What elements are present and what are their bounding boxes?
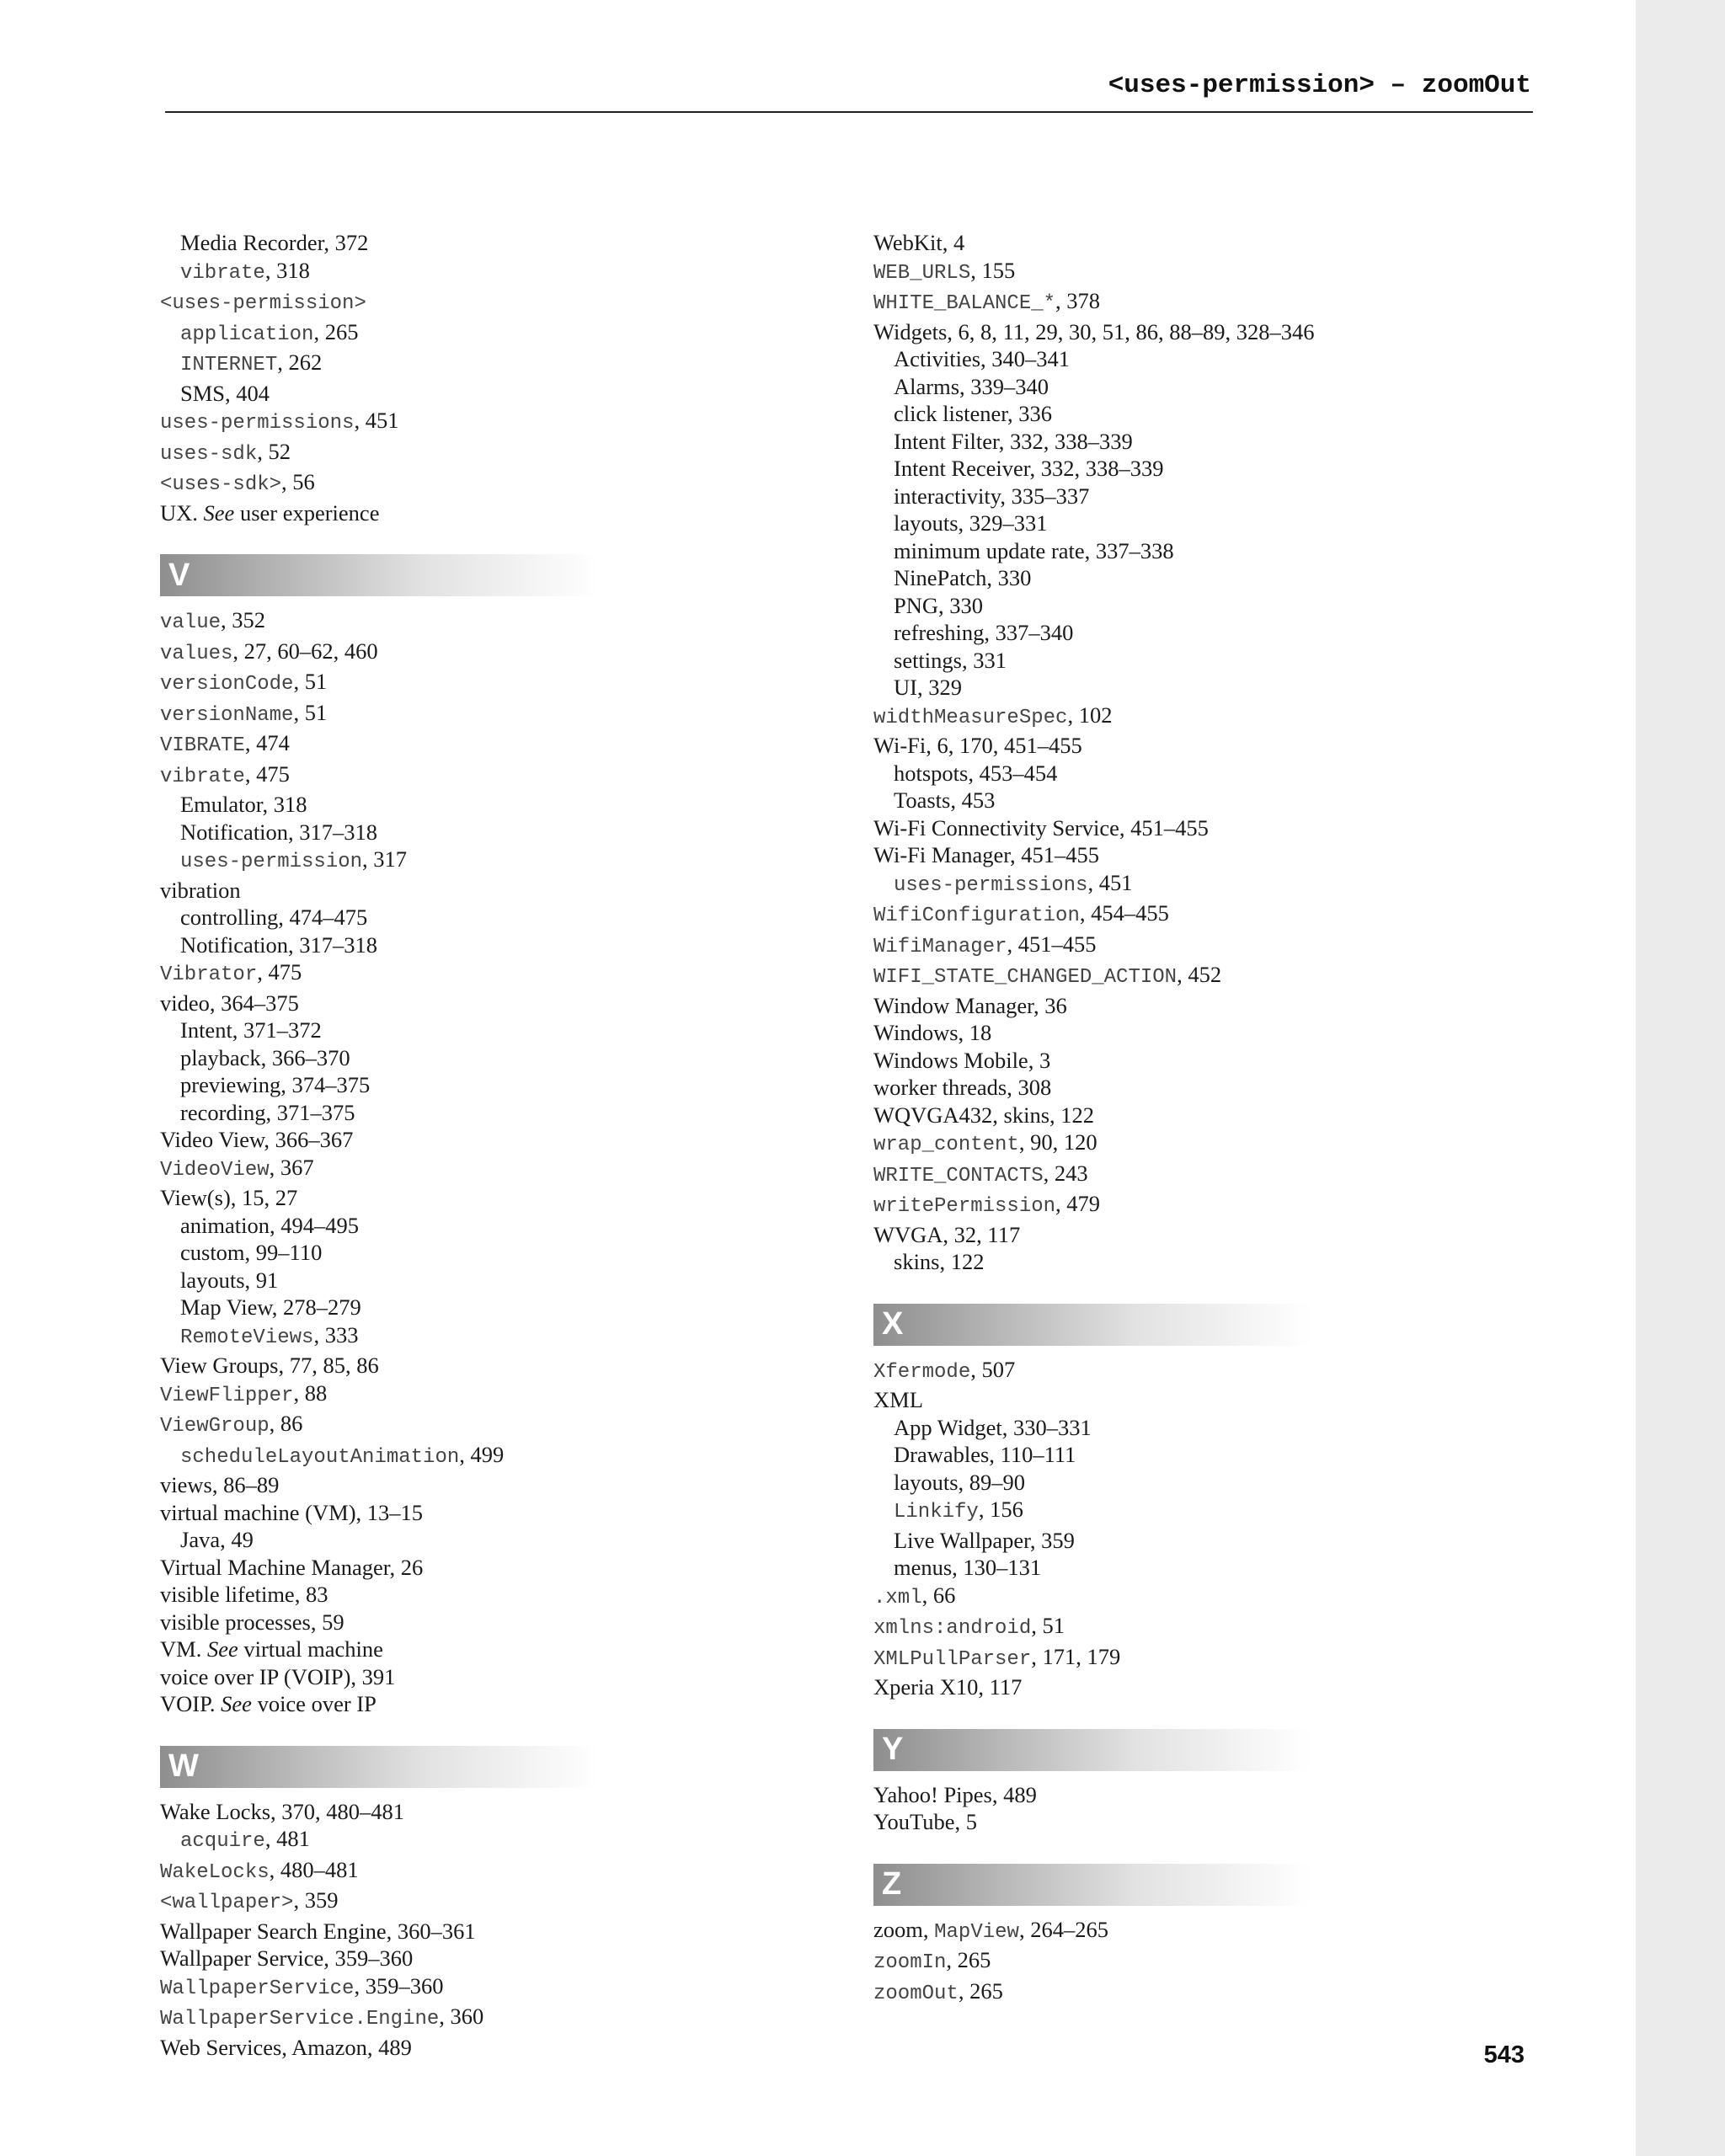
header-rule bbox=[165, 111, 1533, 113]
index-entry bbox=[873, 702, 1598, 733]
entry-text: previewing, 374–375 bbox=[180, 1072, 371, 1097]
index-entry bbox=[160, 1499, 884, 1527]
index-entry bbox=[160, 699, 884, 730]
index-subentry bbox=[873, 760, 1598, 787]
entry-text: XML bbox=[873, 1387, 923, 1412]
index-entry bbox=[873, 1977, 1598, 2009]
entry-text: , 367 bbox=[269, 1154, 314, 1180]
index-entry bbox=[873, 1946, 1598, 1977]
code-term: uses-sdk bbox=[160, 442, 258, 466]
entry-text: , 88 bbox=[293, 1380, 328, 1406]
index-entry bbox=[873, 1129, 1598, 1160]
index-entry bbox=[160, 1471, 884, 1499]
entry-text: , 481 bbox=[264, 1826, 310, 1851]
index-subentry bbox=[873, 345, 1598, 373]
index-subentry bbox=[160, 380, 884, 408]
entry-text: , 507 bbox=[970, 1356, 1016, 1382]
section-letter: V bbox=[168, 557, 190, 593]
entry-text: animation, 494–495 bbox=[180, 1212, 359, 1238]
code-term: WifiConfiguration bbox=[873, 905, 1080, 927]
index-subentry bbox=[873, 373, 1598, 401]
entry-text: Java, 49 bbox=[180, 1527, 254, 1552]
entry-text: , 171, 179 bbox=[1031, 1643, 1121, 1669]
entry-text: Windows, 18 bbox=[873, 1020, 992, 1045]
index-entry bbox=[160, 287, 884, 318]
code-term: WEB_URLS bbox=[873, 261, 971, 285]
entry-text: , 265 bbox=[946, 1947, 991, 1972]
index-entry bbox=[160, 438, 884, 469]
index-subentry bbox=[160, 1239, 884, 1267]
index-subentry bbox=[873, 510, 1598, 537]
entry-text: Web Services, Amazon, 489 bbox=[160, 2034, 412, 2060]
entry-text: Video View, 366–367 bbox=[160, 1127, 354, 1152]
entry-text: visible lifetime, 83 bbox=[160, 1582, 328, 1607]
entry-text: refreshing, 337–340 bbox=[894, 620, 1074, 645]
entry-text: WQVGA432, skins, 122 bbox=[873, 1102, 1095, 1128]
code-term: values bbox=[160, 642, 233, 665]
index-entry bbox=[160, 1663, 884, 1691]
entry-text: Virtual Machine Manager, 26 bbox=[160, 1554, 424, 1580]
entry-text: , 156 bbox=[978, 1497, 1023, 1522]
see-reference: See bbox=[203, 499, 235, 526]
entry-text: , 360 bbox=[439, 2004, 484, 2029]
index-subentry bbox=[873, 1554, 1598, 1582]
index-subentry bbox=[160, 931, 884, 959]
code-term: Linkify bbox=[894, 1501, 979, 1524]
entry-text: , 27, 60–62, 460 bbox=[232, 638, 378, 664]
entry-text: , 499 bbox=[459, 1441, 505, 1467]
index-entry bbox=[160, 638, 884, 669]
index-entry bbox=[160, 2003, 884, 2034]
entry-text: user experience bbox=[234, 499, 380, 526]
index-subentry bbox=[160, 257, 884, 288]
entry-text: VOIP. bbox=[160, 1691, 222, 1716]
entry-text: Wi-Fi Connectivity Service, 451–455 bbox=[873, 814, 1209, 841]
index-subentry bbox=[160, 1321, 884, 1353]
index-subentry bbox=[873, 1496, 1598, 1527]
index-entry bbox=[160, 1918, 884, 1945]
code-term: VideoView bbox=[160, 1158, 270, 1182]
index-subentry bbox=[160, 791, 884, 819]
entry-text: Emulator, 318 bbox=[180, 792, 307, 817]
entry-text: custom, 99–110 bbox=[180, 1240, 323, 1265]
entry-text: , 102 bbox=[1067, 702, 1113, 728]
entry-text: , 155 bbox=[970, 257, 1016, 283]
index-entry bbox=[160, 1636, 884, 1663]
index-entry bbox=[160, 729, 884, 760]
index-column-right bbox=[873, 229, 1598, 2008]
code-term: WHITE_BALANCE_* bbox=[873, 292, 1056, 315]
entry-text: , 52 bbox=[257, 438, 291, 464]
entry-text: , 243 bbox=[1043, 1160, 1088, 1186]
code-term: INTERNET bbox=[180, 354, 278, 376]
index-subentry bbox=[873, 869, 1598, 900]
entry-text: , 474 bbox=[244, 730, 290, 755]
index-entry bbox=[873, 1356, 1598, 1387]
index-subentry bbox=[160, 1825, 884, 1856]
index-subentry bbox=[873, 1527, 1598, 1555]
index-entry bbox=[873, 1386, 1598, 1414]
entry-text: , 475 bbox=[257, 959, 302, 985]
index-subentry bbox=[873, 619, 1598, 647]
entry-text: Wallpaper Search Engine, 360–361 bbox=[160, 1918, 476, 1944]
index-entry bbox=[873, 1221, 1598, 1249]
section-letter-header bbox=[873, 1729, 1311, 1771]
index-entry bbox=[873, 814, 1598, 842]
code-term: uses-permissions bbox=[160, 412, 355, 435]
code-term: Xfermode bbox=[873, 1360, 971, 1384]
entry-text: , 56 bbox=[281, 469, 315, 494]
entry-text: , 451–455 bbox=[1007, 931, 1097, 957]
index-subentry bbox=[873, 1469, 1598, 1497]
index-subentry bbox=[873, 787, 1598, 814]
entry-text: Toasts, 453 bbox=[894, 787, 996, 813]
index-entry bbox=[160, 877, 884, 905]
entry-text: , 451 bbox=[1087, 869, 1133, 895]
index-entry bbox=[873, 1612, 1598, 1643]
code-term: zoomOut bbox=[873, 1982, 959, 2005]
index-subentry bbox=[873, 647, 1598, 675]
index-subentry bbox=[160, 229, 884, 257]
section-letter-header bbox=[873, 1864, 1311, 1906]
index-subentry bbox=[873, 1441, 1598, 1469]
index-subentry bbox=[160, 1044, 884, 1072]
code-term: scheduleLayoutAnimation bbox=[180, 1445, 460, 1469]
index-subentry bbox=[873, 674, 1598, 702]
index-entry bbox=[160, 1554, 884, 1582]
code-term: WIFI_STATE_CHANGED_ACTION bbox=[873, 966, 1178, 989]
index-entry bbox=[873, 1102, 1598, 1129]
code-term: vibrate bbox=[160, 765, 245, 788]
index-entry bbox=[873, 257, 1598, 288]
entry-text: , 51 bbox=[293, 699, 328, 725]
index-entry bbox=[160, 668, 884, 699]
entry-text: View Groups, 77, 85, 86 bbox=[160, 1353, 379, 1378]
entry-text: Notification, 317–318 bbox=[180, 819, 378, 845]
entry-text: zoom, bbox=[873, 1916, 935, 1942]
index-entry bbox=[160, 1945, 884, 1972]
section-letter: W bbox=[168, 1748, 199, 1784]
entry-text: Notification, 317–318 bbox=[180, 931, 378, 958]
entry-text: settings, 331 bbox=[894, 647, 1007, 673]
index-entry bbox=[873, 318, 1598, 346]
index-entry bbox=[160, 1410, 884, 1441]
code-term: .xml bbox=[873, 1586, 922, 1609]
entry-text: Intent, 371–372 bbox=[180, 1017, 322, 1043]
see-reference: See bbox=[206, 1636, 238, 1662]
index-entry bbox=[160, 606, 884, 638]
entry-text: minimum update rate, 337–338 bbox=[894, 537, 1174, 563]
entry-text: VM. bbox=[160, 1636, 207, 1662]
entry-text: Wi-Fi Manager, 451–455 bbox=[873, 842, 1099, 867]
entry-text: visible processes, 59 bbox=[160, 1609, 344, 1635]
entry-text: worker threads, 308 bbox=[873, 1075, 1052, 1100]
index-subentry bbox=[160, 1212, 884, 1240]
entry-text: NinePatch, 330 bbox=[894, 565, 1032, 590]
index-subentry bbox=[160, 318, 884, 350]
entry-text: Wallpaper Service, 359–360 bbox=[160, 1945, 414, 1971]
index-entry bbox=[873, 961, 1598, 992]
index-entry bbox=[160, 1856, 884, 1887]
index-entry bbox=[873, 841, 1598, 869]
index-entry bbox=[873, 992, 1598, 1020]
entry-text: Activities, 340–341 bbox=[894, 346, 1071, 371]
page-edge-strip bbox=[1636, 0, 1725, 2156]
entry-text: Yahoo! Pipes, 489 bbox=[873, 1781, 1037, 1807]
code-term: WallpaperService bbox=[160, 1977, 355, 2000]
entry-text: layouts, 329–331 bbox=[894, 510, 1048, 536]
index-entry bbox=[873, 1582, 1598, 1613]
see-reference: See bbox=[221, 1691, 252, 1716]
code-term: WifiManager bbox=[873, 935, 1007, 958]
index-entry bbox=[873, 1643, 1598, 1674]
index-entry bbox=[160, 499, 884, 527]
section-letter: Z bbox=[882, 1866, 902, 1902]
entry-text: Xperia X10, 117 bbox=[873, 1674, 1023, 1700]
entry-text: menus, 130–131 bbox=[894, 1555, 1042, 1580]
entry-text: voice over IP bbox=[251, 1691, 377, 1716]
index-entry bbox=[873, 1808, 1598, 1836]
entry-text: Intent Receiver, 332, 338–339 bbox=[894, 456, 1164, 481]
code-term: uses-permissions bbox=[894, 873, 1088, 897]
entry-text: voice over IP (VOIP), 391 bbox=[160, 1663, 396, 1689]
index-entry bbox=[873, 1047, 1598, 1075]
entry-text: , 479 bbox=[1055, 1191, 1101, 1216]
section-letter-header bbox=[160, 1746, 598, 1788]
code-term: value bbox=[160, 611, 222, 634]
index-subentry bbox=[873, 455, 1598, 483]
index-entry bbox=[873, 1781, 1598, 1809]
entry-text: Widgets, 6, 8, 11, 29, 30, 51, 86, 88–89, 328–346 bbox=[873, 318, 1315, 344]
code-term: WallpaperService.Engine bbox=[160, 2008, 440, 2031]
index-entry bbox=[160, 1690, 884, 1718]
code-term: <uses-sdk> bbox=[160, 473, 282, 496]
index-entry bbox=[160, 958, 884, 990]
index-entry bbox=[160, 1798, 884, 1826]
index-entry bbox=[160, 1886, 884, 1918]
index-entry bbox=[873, 1074, 1598, 1102]
entry-text: interactivity, 335–337 bbox=[894, 483, 1090, 509]
entry-text: , 452 bbox=[1177, 962, 1222, 987]
code-term: WRITE_CONTACTS bbox=[873, 1164, 1044, 1187]
entry-text: controlling, 474–475 bbox=[180, 905, 368, 930]
section-letter-header bbox=[873, 1304, 1311, 1346]
entry-text: Window Manager, 36 bbox=[873, 992, 1067, 1018]
entry-text: layouts, 91 bbox=[180, 1267, 279, 1293]
index-entry bbox=[873, 899, 1598, 931]
index-subentry bbox=[160, 1099, 884, 1127]
index-entry bbox=[873, 1019, 1598, 1047]
index-subentry bbox=[160, 349, 884, 380]
entry-text: playback, 366–370 bbox=[180, 1044, 350, 1070]
entry-text: video, 364–375 bbox=[160, 990, 299, 1016]
index-entry bbox=[160, 407, 884, 438]
index-entry bbox=[160, 1184, 884, 1212]
index-subentry bbox=[160, 1267, 884, 1294]
index-entry bbox=[160, 1154, 884, 1185]
code-term: versionName bbox=[160, 703, 294, 727]
index-entry bbox=[873, 931, 1598, 962]
index-entry bbox=[160, 468, 884, 499]
entry-text: Windows Mobile, 3 bbox=[873, 1047, 1051, 1073]
code-term: <uses-permission> bbox=[160, 292, 366, 315]
entry-text: , 86 bbox=[269, 1411, 303, 1436]
section-letter-header bbox=[160, 554, 598, 596]
entry-text: virtual machine (VM), 13–15 bbox=[160, 1499, 424, 1525]
entry-text: , 378 bbox=[1055, 288, 1101, 313]
entry-text: WebKit, 4 bbox=[873, 230, 965, 255]
entry-text: UX. bbox=[160, 499, 204, 526]
index-entry bbox=[873, 732, 1598, 760]
index-subentry bbox=[873, 483, 1598, 510]
entry-text: Wi-Fi, 6, 170, 451–455 bbox=[873, 733, 1082, 758]
entry-text: , 90, 120 bbox=[1018, 1129, 1097, 1155]
entry-text: click listener, 336 bbox=[894, 401, 1053, 426]
index-subentry bbox=[160, 846, 884, 877]
entry-text: skins, 122 bbox=[894, 1249, 985, 1274]
index-subentry bbox=[160, 1294, 884, 1321]
index-entry bbox=[873, 229, 1598, 257]
index-entry bbox=[160, 1380, 884, 1411]
page-number: 543 bbox=[1483, 2041, 1525, 2068]
entry-text: Alarms, 339–340 bbox=[894, 373, 1049, 399]
entry-text: Map View, 278–279 bbox=[180, 1294, 361, 1320]
entry-text: SMS, 404 bbox=[180, 380, 270, 406]
entry-text: Live Wallpaper, 359 bbox=[894, 1527, 1075, 1553]
index-column-left bbox=[160, 229, 884, 2061]
code-term: VIBRATE bbox=[160, 734, 245, 757]
entry-text: layouts, 89–90 bbox=[894, 1469, 1026, 1495]
code-term: xmlns:android bbox=[873, 1617, 1032, 1640]
index-entry bbox=[873, 1673, 1598, 1701]
code-term: ViewGroup bbox=[160, 1415, 270, 1438]
code-term: writePermission bbox=[873, 1195, 1056, 1218]
code-term: <wallpaper> bbox=[160, 1892, 294, 1914]
code-term: vibrate bbox=[180, 261, 265, 285]
entry-text: , 454–455 bbox=[1079, 900, 1169, 926]
index-subentry bbox=[873, 537, 1598, 565]
index-subentry bbox=[160, 1441, 884, 1472]
entry-text: , 317 bbox=[362, 846, 408, 872]
code-term: RemoteViews bbox=[180, 1326, 314, 1349]
index-entry bbox=[160, 1352, 884, 1380]
entry-text: hotspots, 453–454 bbox=[894, 760, 1058, 786]
entry-text: , 51 bbox=[293, 669, 328, 694]
entry-text: , 352 bbox=[221, 607, 266, 632]
section-letter: X bbox=[882, 1306, 904, 1342]
entry-text: Wake Locks, 370, 480–481 bbox=[160, 1798, 405, 1824]
entry-text: vibration bbox=[160, 877, 241, 903]
index-entry bbox=[873, 1916, 1598, 1947]
entry-text: , 333 bbox=[313, 1321, 359, 1348]
entry-text: , 264–265 bbox=[1018, 1916, 1108, 1942]
index-entry bbox=[160, 760, 884, 792]
index-entry bbox=[873, 287, 1598, 318]
entry-text: PNG, 330 bbox=[894, 592, 984, 618]
entry-text: views, 86–89 bbox=[160, 1472, 280, 1497]
entry-text: , 265 bbox=[313, 318, 359, 344]
section-letter: Y bbox=[882, 1732, 904, 1767]
code-term: versionCode bbox=[160, 673, 294, 696]
code-term: WakeLocks bbox=[160, 1860, 270, 1884]
index-subentry bbox=[160, 1017, 884, 1044]
entry-text: , 359 bbox=[293, 1887, 339, 1913]
index-entry bbox=[160, 1581, 884, 1609]
index-subentry bbox=[160, 904, 884, 931]
entry-text: , 480–481 bbox=[269, 1856, 359, 1882]
index-subentry bbox=[873, 400, 1598, 428]
index-entry bbox=[160, 1126, 884, 1154]
entry-text: Drawables, 110–111 bbox=[894, 1442, 1076, 1467]
index-subentry bbox=[873, 1414, 1598, 1442]
index-entry bbox=[873, 1160, 1598, 1191]
entry-text: WVGA, 32, 117 bbox=[873, 1221, 1021, 1247]
entry-text: YouTube, 5 bbox=[873, 1809, 978, 1834]
index-subentry bbox=[160, 819, 884, 846]
code-term: XMLPullParser bbox=[873, 1647, 1032, 1671]
entry-text: , 359–360 bbox=[354, 1972, 444, 1999]
index-entry bbox=[873, 1190, 1598, 1221]
code-term: ViewFlipper bbox=[160, 1384, 294, 1407]
index-subentry bbox=[160, 1071, 884, 1099]
index-entry bbox=[160, 1609, 884, 1636]
index-entry bbox=[160, 2034, 884, 2062]
entry-text: Intent Filter, 332, 338–339 bbox=[894, 428, 1133, 454]
index-subentry bbox=[873, 564, 1598, 592]
code-term: MapView bbox=[934, 1920, 1019, 1944]
entry-text: , 265 bbox=[958, 1977, 1003, 2004]
entry-text: , 451 bbox=[354, 408, 399, 433]
entry-text: UI, 329 bbox=[894, 675, 962, 700]
entry-text: View(s), 15, 27 bbox=[160, 1185, 298, 1210]
code-term: wrap_content bbox=[873, 1134, 1019, 1156]
index-entry bbox=[160, 990, 884, 1017]
index-subentry bbox=[873, 592, 1598, 620]
index-subentry bbox=[873, 1248, 1598, 1276]
code-term: application bbox=[180, 323, 314, 346]
index-subentry bbox=[160, 1526, 884, 1554]
code-term: uses-permission bbox=[180, 851, 363, 873]
code-term: Vibrator bbox=[160, 963, 258, 986]
entry-text: , 318 bbox=[264, 257, 310, 283]
entry-text: Media Recorder, 372 bbox=[180, 230, 369, 255]
entry-text: , 66 bbox=[921, 1582, 956, 1608]
code-term: widthMeasureSpec bbox=[873, 706, 1068, 729]
code-term: zoomIn bbox=[873, 1951, 947, 1974]
entry-text: , 475 bbox=[244, 760, 290, 787]
entry-text: , 51 bbox=[1031, 1613, 1065, 1638]
code-term: acquire bbox=[180, 1830, 265, 1853]
entry-text: virtual machine bbox=[238, 1636, 383, 1662]
index-entry bbox=[160, 1972, 884, 2004]
entry-text: , 262 bbox=[277, 350, 323, 375]
running-header: <uses-permission> – zoomOut bbox=[1108, 71, 1531, 100]
entry-text: recording, 371–375 bbox=[180, 1099, 355, 1125]
index-subentry bbox=[873, 428, 1598, 456]
entry-text: App Widget, 330–331 bbox=[894, 1414, 1092, 1440]
